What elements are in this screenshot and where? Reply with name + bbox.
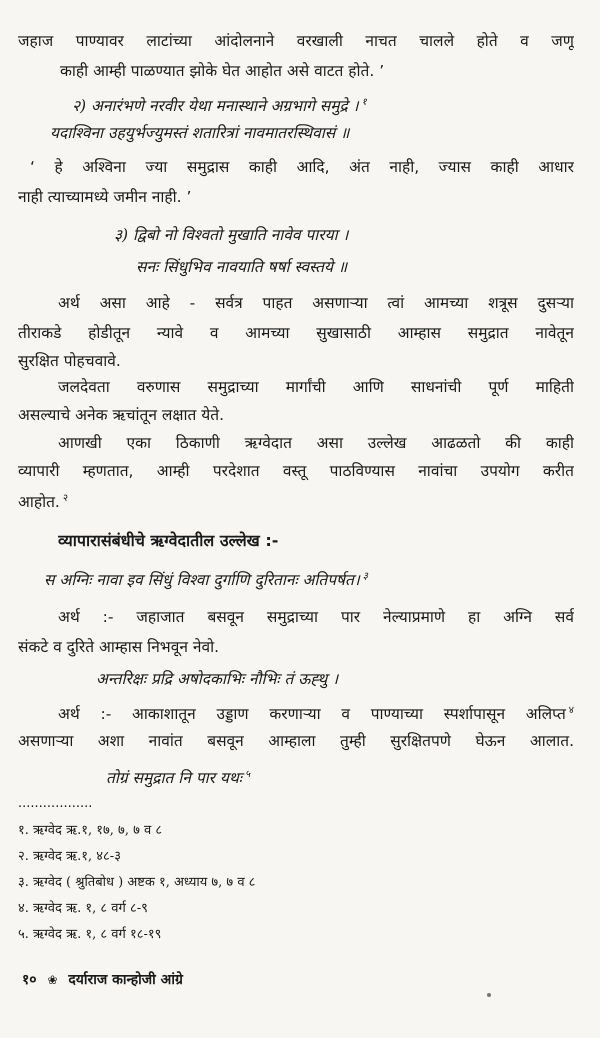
text-line: काही आम्ही पाळण्यात झोके घेत आहोत असे वाटत होते. ’ [60,62,385,80]
text-line: नाही त्याच्यामध्ये जमीन नाही. ’ [18,188,192,206]
footnote-separator: .................. [18,796,93,811]
text-line: आणखी एका ठिकाणी ऋग्वेदात असा उल्लेख आढळतो की काही [58,434,574,452]
footnote: ५. ऋग्वेद ऋ. १, ८ वर्ग १८-१९ [18,927,162,942]
text-line: असल्याचे अनेक ऋचांतून लक्षात येते. [18,406,225,424]
verse-line: सनः सिंधुभिव नावयाति षर्षा स्वस्तये ॥ [136,258,348,276]
text-line: आहोत. $^२$ [18,493,69,512]
text-line: अर्थ असा आहे - सर्वत्र पाहत असणाऱ्या त्वां आमच्या शत्रूस दुसऱ्या [58,294,574,312]
text-line: ‘ हे अश्विना ज्या समुद्रास काही आदि, अंत नाही, ज्यास काही आधार [30,158,574,176]
text-line: तीराकडे होडीतून न्यावे व आमच्या सुखासाठी आम्हास समुद्रात नावेतून [18,324,574,342]
text-line: जहाज पाण्यावर लाटांच्या आंदोलनाने वरखाली नाचत चालले होते व जणू [18,32,574,50]
verse-line: ३) द्विबो नो विश्वतो मुखाति नावेव पारया । [114,226,349,244]
text-line: जलदेवता वरुणास समुद्राच्या मार्गांची आणि साधनांची पूर्ण माहिती [58,378,574,396]
footnote: २. ऋग्वेद ऋ.१, ४८-३ [18,849,121,864]
footnote: १. ऋग्वेद ऋ.१, १७, ७, ७ व ८ [18,823,163,838]
text-line: संकटे व दुरिते आम्हास निभवून नेवो. [18,638,220,656]
text-line: व्यापारी म्हणतात, आम्ही परदेशात वस्तू पाठविण्यास नावांचा उपयोग करीत [18,462,574,480]
page-footer [22,970,183,989]
verse-line: २) अनारंभणे नरवीर येथा मनास्थाने अग्रभागे समुद्रे । $^१$ [72,97,367,116]
verse-line: यदाश्विना उहयुर्भज्युमस्तं शतारित्रां नावमातरस्थिवासं ॥ [50,124,350,142]
verse-line: तोग्रं समुद्रात नि पार यथः $^५$ [106,769,251,788]
text-line: अर्थ :- आकाशातून उड्डाण करणाऱ्या व पाण्याच्या स्पर्शापासून अलिप्त $^४$ [58,705,574,724]
text-line: असणाऱ्या अशा नावांत बसवून आम्हाला तुम्ही सुरक्षितपणे घेऊन आलात. [18,732,574,750]
ornament-icon: ❀ [47,973,58,987]
section-heading: व्यापारासंबंधीचे ऋग्वेदातील उल्लेख :- [58,531,279,550]
verse-line: अन्तरिक्षः प्रद्रि अषोदकाभिः नौभिः तं ऊह्थु । [96,670,339,688]
text-line: अर्थ :- जहाजात बसवून समुद्राच्या पार नेल्याप्रमाणे हा अग्नि सर्व [58,608,574,626]
verse-line: स अग्निः नावा इव सिंधुं विश्वा दुर्गाणि दुरितानः अतिपर्षत। $^३$ [44,571,368,590]
scan-speck [487,993,491,997]
page-number: १० [22,972,37,988]
text-line: सुरक्षित पोहचवावे. [18,352,121,370]
book-title: दर्याराज कान्होजी आंग्रे [68,972,183,988]
footnote: ३. ऋग्वेद ( श्रुतिबोध ) अष्टक १, अध्याय ७, ७ व ८ [18,875,256,890]
footnote: ४. ऋग्वेद ऋ. १, ८ वर्ग ८-९ [18,901,148,916]
